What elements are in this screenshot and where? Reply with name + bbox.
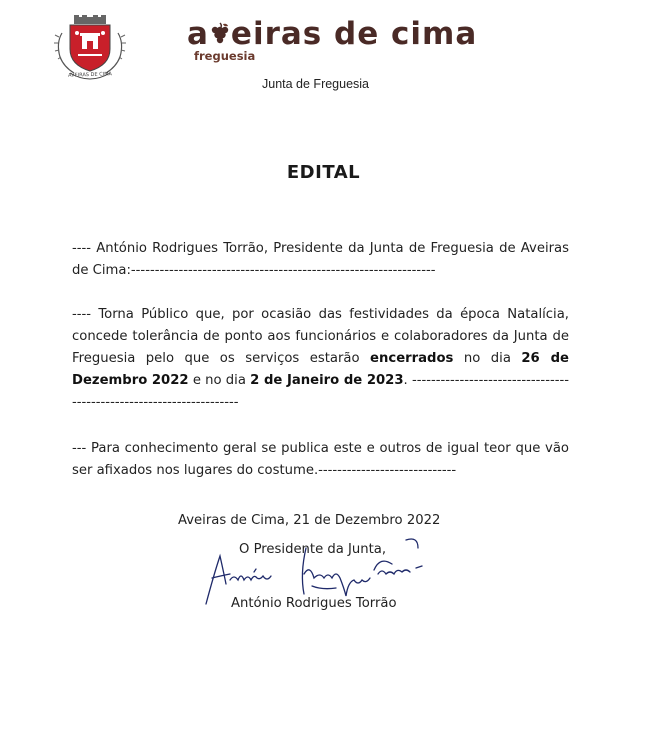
- brand-wordmark: [187, 14, 477, 54]
- brand-subtitle: freguesia: [194, 49, 256, 63]
- document-title: EDITAL: [286, 162, 361, 183]
- organization-name: Junta de Freguesia: [262, 77, 370, 91]
- paragraph-president-intro: ---- António Rodrigues Torrão, Presidente da Junta de Freguesia de Aveiras de Cima:----------------------------------------------------------------: [72, 241, 569, 278]
- announcement-date-1: 26 de Dezembro 2022: [72, 351, 569, 388]
- crest-caption: AVEIRAS DE CIMA: [67, 71, 113, 79]
- announcement-text: ---- Torna Público que, por ocasião das festividades da época Natalícia, concede tolerância de ponto aos funcionários e colaboradores da Junta de Freguesia pelo que os serviços estarão: [72, 307, 569, 366]
- announcement-text-mid: no dia: [453, 351, 522, 366]
- signatory-role: O Presidente da Junta,: [239, 542, 387, 557]
- announcement-text-end: . --------------------------------------------------------------------: [72, 373, 569, 410]
- announcement-date-2: 2 de Janeiro de 2023: [250, 373, 404, 388]
- grape-icon: [209, 22, 231, 46]
- paragraph-publication-notice: --- Para conhecimento geral se publica este e outros de igual teor que vão ser afixados nos lugares do costume.-----------------------------: [72, 441, 569, 478]
- paragraph-announcement: [72, 304, 569, 414]
- announcement-closed-word: encerrados: [370, 351, 454, 366]
- place-and-date: Aveiras de Cima, 21 de Dezembro 2022: [178, 513, 441, 528]
- announcement-text-mid2: e no dia: [188, 373, 251, 388]
- brand-wordmark-part2: eiras de cima: [230, 16, 478, 52]
- brand-wordmark-part1: a: [187, 16, 209, 52]
- signatory-name: António Rodrigues Torrão: [231, 596, 397, 611]
